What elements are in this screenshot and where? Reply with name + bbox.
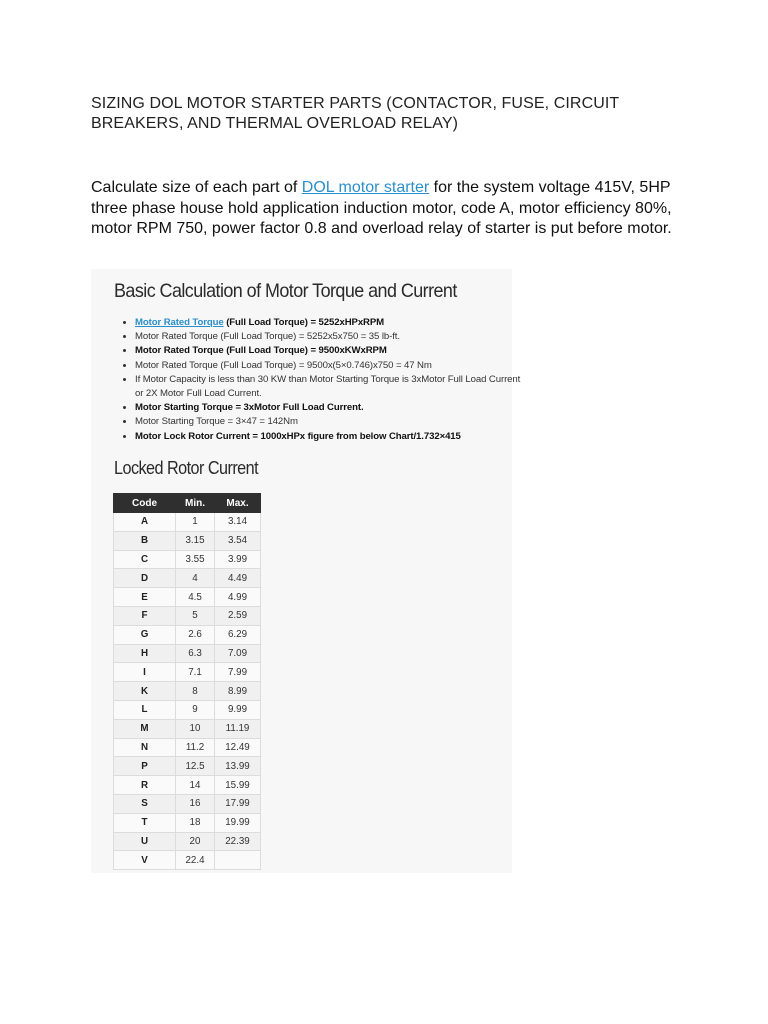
- cell-code: R: [114, 776, 176, 795]
- list-item: [135, 359, 525, 373]
- column-header-max: Max.: [215, 494, 261, 513]
- list-item-text: Motor Lock Rotor Current = 1000xHPx figure from below Chart/1.732×415: [135, 430, 461, 442]
- motor-rated-torque-link[interactable]: Motor Rated Torque: [135, 317, 224, 328]
- list-item-text: Motor Rated Torque (Full Load Torque) = 5252x5x750 = 35 lb-ft.: [135, 331, 400, 343]
- cell-code: B: [114, 531, 176, 550]
- cell-max: 9.99: [215, 700, 261, 719]
- cell-min: 12.5: [176, 757, 215, 776]
- list-item-text: Motor Starting Torque = 3xMotor Full Load Current.: [135, 402, 364, 414]
- table-row: [114, 569, 261, 588]
- figure-heading: Basic Calculation of Motor Torque and Current: [114, 280, 457, 302]
- table-row: [114, 663, 261, 682]
- column-header-min: Min.: [176, 494, 215, 513]
- cell-code: N: [114, 738, 176, 757]
- cell-max: 4.99: [215, 588, 261, 607]
- cell-max: 13.99: [215, 757, 261, 776]
- cell-max: 8.99: [215, 682, 261, 701]
- list-item: [135, 373, 525, 401]
- cell-min: 5: [176, 606, 215, 625]
- cell-code: E: [114, 588, 176, 607]
- list-item-text: Motor Rated Torque (Full Load Torque) = 9500xKWxRPM: [135, 345, 387, 357]
- table-row: [114, 550, 261, 569]
- cell-min: 18: [176, 813, 215, 832]
- cell-code: S: [114, 794, 176, 813]
- locked-rotor-current-table: [113, 493, 261, 870]
- table-row: [114, 738, 261, 757]
- cell-code: L: [114, 700, 176, 719]
- table-row: [114, 513, 261, 532]
- table-header-row: [114, 494, 261, 513]
- cell-min: 4.5: [176, 588, 215, 607]
- table-row: [114, 851, 261, 870]
- dol-motor-starter-link[interactable]: DOL motor starter: [301, 179, 430, 196]
- list-item: [135, 430, 525, 444]
- cell-max: 3.54: [215, 531, 261, 550]
- cell-min: 7.1: [176, 663, 215, 682]
- table-row: [114, 832, 261, 851]
- intro-text-before: Calculate size of each part of: [91, 179, 302, 196]
- list-item-text: (Full Load Torque) = 5252xHPxRPM: [223, 317, 385, 328]
- table-row: [114, 588, 261, 607]
- cell-code: I: [114, 663, 176, 682]
- cell-min: 14: [176, 776, 215, 795]
- table-row: [114, 625, 261, 644]
- list-item: [135, 344, 525, 358]
- cell-min: 20: [176, 832, 215, 851]
- cell-code: H: [114, 644, 176, 663]
- table-row: [114, 757, 261, 776]
- cell-max: 17.99: [215, 794, 261, 813]
- cell-code: G: [114, 625, 176, 644]
- cell-max: 4.49: [215, 569, 261, 588]
- cell-min: 3.15: [176, 531, 215, 550]
- cell-min: 4: [176, 569, 215, 588]
- cell-max: 19.99: [215, 813, 261, 832]
- cell-min: 10: [176, 719, 215, 738]
- table-row: [114, 606, 261, 625]
- calculation-list: [119, 316, 525, 444]
- cell-code: P: [114, 757, 176, 776]
- table-row: [114, 794, 261, 813]
- cell-code: V: [114, 851, 176, 870]
- list-item: [135, 316, 525, 330]
- cell-min: 2.6: [176, 625, 215, 644]
- cell-code: C: [114, 550, 176, 569]
- cell-code: K: [114, 682, 176, 701]
- document-title: SIZING DOL MOTOR STARTER PARTS (CONTACTOR, FUSE, CIRCUIT BREAKERS, AND THERMAL OVERLOAD RELAY): [91, 95, 620, 132]
- cell-code: F: [114, 606, 176, 625]
- cell-max: 15.99: [215, 776, 261, 795]
- cell-min: 22.4: [176, 851, 215, 870]
- table-row: [114, 531, 261, 550]
- cell-min: 1: [176, 513, 215, 532]
- cell-max: 7.99: [215, 663, 261, 682]
- cell-min: 8: [176, 682, 215, 701]
- intro-paragraph: [91, 178, 681, 240]
- cell-max: 2.59: [215, 606, 261, 625]
- list-item: [135, 401, 525, 415]
- cell-code: U: [114, 832, 176, 851]
- table-row: [114, 719, 261, 738]
- cell-max: 3.14: [215, 513, 261, 532]
- cell-max: 22.39: [215, 832, 261, 851]
- list-item-text: If Motor Capacity is less than 30 KW than Motor Starting Torque is 3xMotor Full Load Current or 2X Motor Full Load Current.: [135, 373, 521, 400]
- cell-max: 7.09: [215, 644, 261, 663]
- table-row: [114, 644, 261, 663]
- list-item: [135, 330, 525, 344]
- cell-code: D: [114, 569, 176, 588]
- cell-code: A: [114, 513, 176, 532]
- cell-max: 3.99: [215, 550, 261, 569]
- cell-max: 12.49: [215, 738, 261, 757]
- table-row: [114, 813, 261, 832]
- list-item: [135, 415, 525, 429]
- cell-code: M: [114, 719, 176, 738]
- list-item-text: Motor Rated Torque (Full Load Torque) = 9500x(5×0.746)x750 = 47 Nm: [135, 359, 432, 371]
- table-body: [114, 513, 261, 870]
- cell-min: 3.55: [176, 550, 215, 569]
- cell-min: 9: [176, 700, 215, 719]
- list-item-text: Motor Starting Torque = 3×47 = 142Nm: [135, 416, 298, 428]
- figure-subheading: Locked Rotor Current: [114, 458, 259, 478]
- table-row: [114, 700, 261, 719]
- embedded-figure: [91, 269, 521, 873]
- cell-max: 6.29: [215, 625, 261, 644]
- cell-min: 6.3: [176, 644, 215, 663]
- cell-min: 11.2: [176, 738, 215, 757]
- table-row: [114, 682, 261, 701]
- cell-min: 16: [176, 794, 215, 813]
- cell-code: T: [114, 813, 176, 832]
- cell-max: [215, 851, 261, 870]
- column-header-code: Code: [114, 494, 176, 513]
- intro-text-after: for the system voltage 415V, 5HP three phase house hold application induction motor, code A, motor efficiency 80%, motor RPM 750, power factor 0.8 and overload relay of starter is put before motor.: [91, 179, 672, 237]
- cell-max: 11.19: [215, 719, 261, 738]
- table-row: [114, 776, 261, 795]
